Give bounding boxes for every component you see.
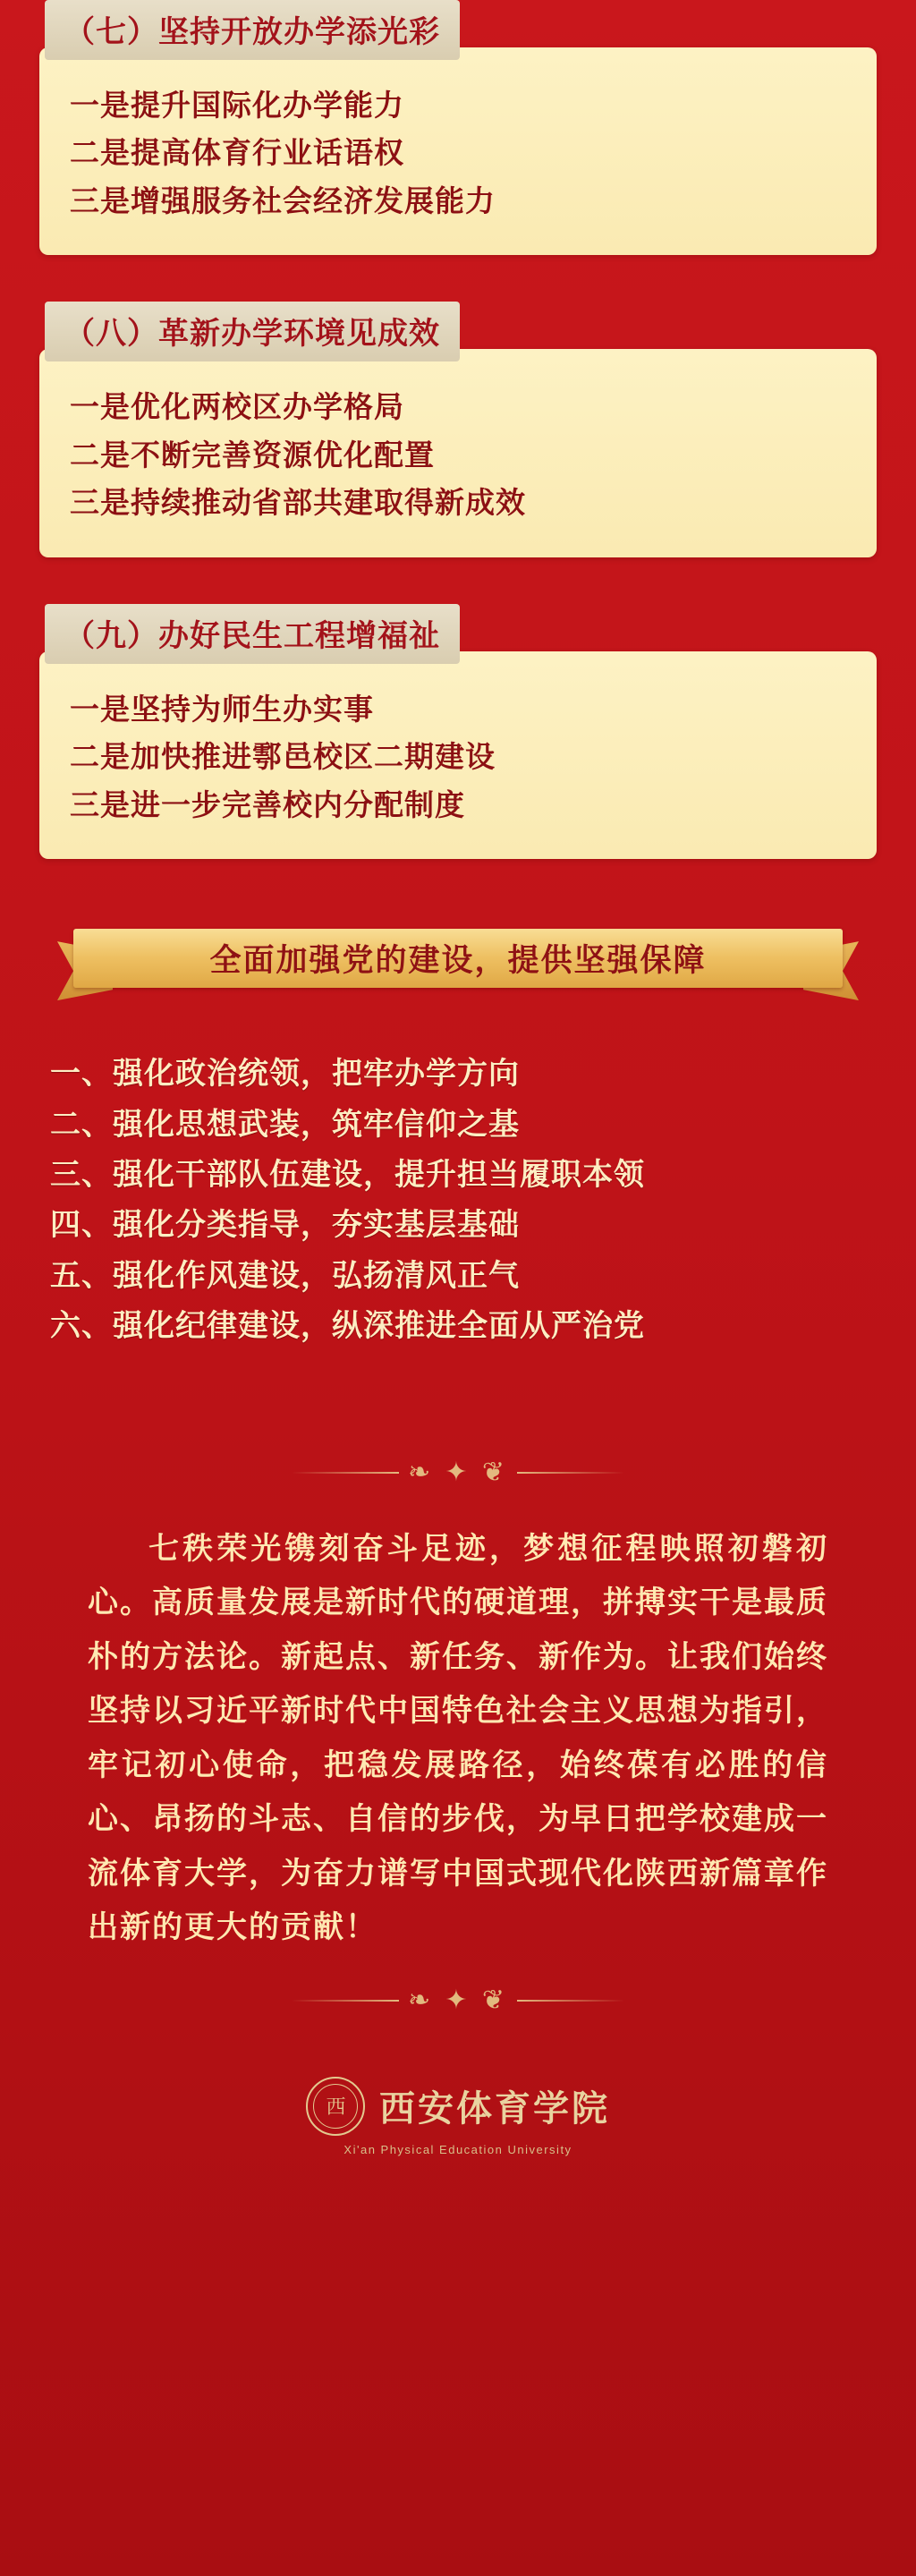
flourish-icon: ❧ ✦ ❦ [407, 1985, 509, 2015]
ribbon-banner [39, 929, 877, 1015]
section-line: 二是提高体育行业话语权 [70, 136, 404, 170]
university-seal-icon [306, 2077, 365, 2136]
section-line: 三是持续推动省部共建取得新成效 [70, 486, 526, 520]
divider-line-left [292, 1472, 399, 1474]
keypoint-item: 四、强化分类指导，夯实基层基础 [50, 1208, 520, 1243]
keypoint-item: 一、强化政治统领，把牢办学方向 [50, 1057, 520, 1092]
keypoint-item: 五、强化作风建设，弘扬清风正气 [50, 1258, 520, 1293]
ribbon-title: 全面加强党的建设，提供坚强保障 [209, 943, 707, 979]
section-heading-7: （七）坚持开放办学添光彩 [45, 0, 460, 60]
section-heading-8: （八）革新办学环境见成效 [45, 302, 460, 361]
section-line: 三是进一步完善校内分配制度 [70, 787, 465, 821]
seal-glyph: 西 [313, 2084, 358, 2129]
ribbon-body [73, 929, 843, 988]
divider-line-right [517, 1472, 624, 1474]
ornament-divider-top [39, 1459, 877, 1486]
flourish-icon: ❧ ✦ ❦ [407, 1457, 509, 1487]
keypoint-item: 六、强化纪律建设，纵深推进全面从严治党 [50, 1309, 645, 1344]
section-body-9 [39, 651, 877, 859]
section-line: 二是不断完善资源优化配置 [70, 438, 435, 472]
section-line: 三是增强服务社会经济发展能力 [70, 183, 496, 217]
section-heading-9: （九）办好民生工程增福祉 [45, 604, 460, 664]
section-body-8 [39, 349, 877, 557]
divider-line-left [292, 2000, 399, 2002]
ornament-divider-bottom [39, 1987, 877, 2014]
section-card-7 [39, 0, 877, 255]
university-name-en: Xi'an Physical Education University [344, 2142, 572, 2156]
section-line: 一是提升国际化办学能力 [70, 89, 404, 122]
keypoint-item: 三、强化干部队伍建设，提升担当履职本领 [50, 1157, 645, 1192]
logo-row [306, 2077, 610, 2136]
section-line: 一是坚持为师生办实事 [70, 692, 374, 726]
keypoints-list [39, 1045, 877, 1352]
section-card-9 [39, 604, 877, 859]
section-line: 一是优化两校区办学格局 [70, 390, 404, 424]
section-line: 二是加快推进鄠邑校区二期建设 [70, 740, 496, 774]
keypoint-item: 二、强化思想武装，筑牢信仰之基 [50, 1107, 520, 1142]
footer-logo [39, 2077, 877, 2205]
section-body-7 [39, 47, 877, 255]
divider-line-right [517, 2000, 624, 2002]
section-card-8 [39, 302, 877, 557]
university-name-cn: 西安体育学院 [379, 2089, 610, 2130]
closing-paragraph: 七秩荣光镌刻奋斗足迹，梦想征程映照初磐初心。高质量发展是新时代的硬道理，拼搏实干是最质朴的方法论。新起点、新任务、新作为。让我们始终坚持以习近平新时代中国特色社会主义思想为指引，牢记初心使命，把稳发展路径，始终葆有必胜的信心、昂扬的斗志、自信的步伐，为早日把学校建成一流体育大学，为奋力谱写中国式现代化陕西新篇章作出新的更大的贡献！ [88, 1531, 828, 1945]
